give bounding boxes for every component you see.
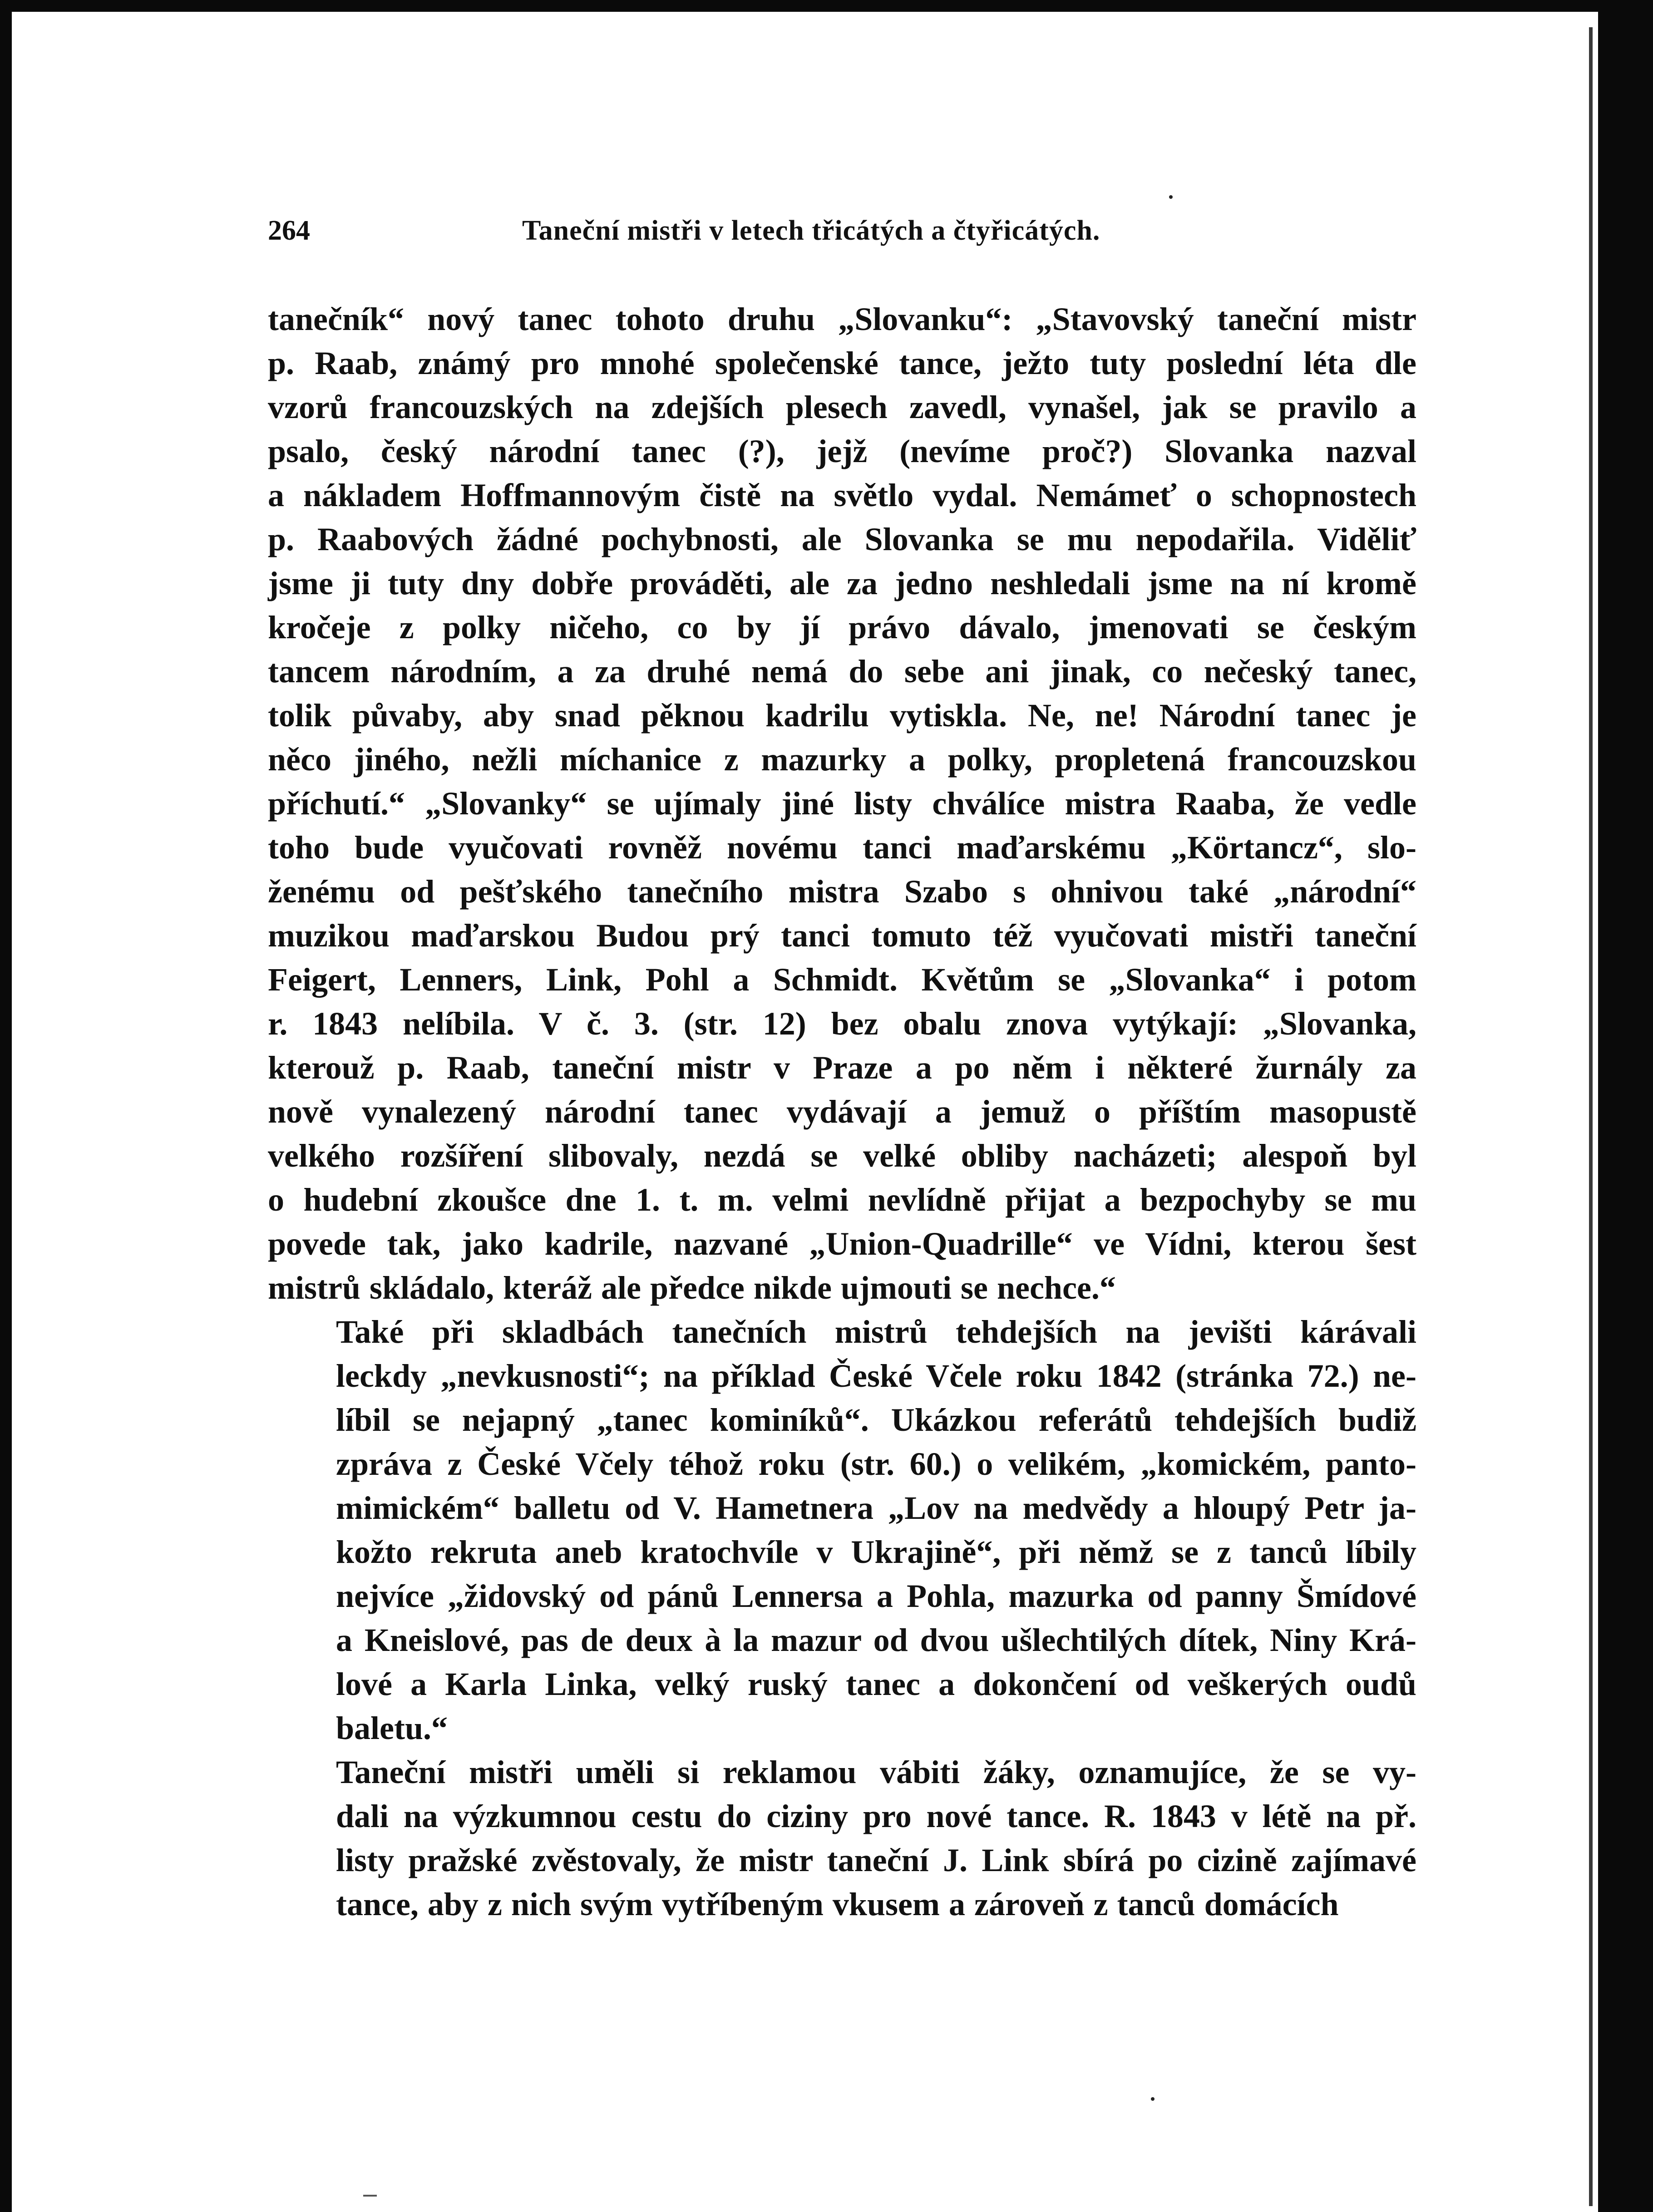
body-text [268, 297, 1416, 1926]
text-line: toho bude vyučovati rovněž novému tanci maďarskému „Körtancz“, slo- [268, 829, 1416, 866]
text-line: nově vynalezený národní tanec vydávají a jemuž o příštím masopustě [268, 1094, 1416, 1130]
paragraph [268, 297, 1416, 1310]
text-line: p. Raabových žádné pochybnosti, ale Slovanka se mu nepodařila. Viděliť [268, 521, 1416, 557]
scan-speck [1169, 195, 1173, 199]
text-line: líbil se nejapný „tanec kominíků“. Ukázkou referátů tehdejších budiž [336, 1402, 1416, 1438]
scan-speck [1151, 2097, 1155, 2101]
text-line: tolik půvaby, aby snad pěknou kadrilu vytiskla. Ne, ne! Národní tanec je [268, 697, 1416, 734]
text-line: r. 1843 nelíbila. V č. 3. (str. 12) bez obalu znova vytýkají: „Slovanka, [268, 1005, 1416, 1042]
scan-border-left [0, 0, 12, 2212]
text-line: tance, aby z nich svým vytříbeným vkusem a zároveň z tanců domácích [336, 1886, 1339, 1922]
text-line: vzorů francouzských na zdejších plesech zavedl, vynašel, jak se pravilo a [268, 389, 1416, 425]
running-title: Taneční mistři v letech třicátých a čtyřicátých. [522, 215, 1100, 246]
text-line: kterouž p. Raab, taneční mistr v Praze a po něm i některé žurnály za [268, 1049, 1416, 1086]
text-line: mimickém“ balletu od V. Hametnera „Lov na medvědy a hloupý Petr ja- [336, 1490, 1416, 1526]
text-line: a nákladem Hoffmannovým čistě na světlo vydal. Nemámeť o schopnostech [268, 477, 1416, 513]
text-line: dali na výzkumnou cestu do ciziny pro nové tance. R. 1843 v létě na př. [336, 1798, 1416, 1834]
text-line: Taneční mistři uměli si reklamou vábiti žáky, oznamujíce, že se vy- [336, 1754, 1416, 1790]
text-line: p. Raab, známý pro mnohé společenské tance, ježto tuty poslední léta dle [268, 345, 1416, 381]
text-line: Feigert, Lenners, Link, Pohl a Schmidt. Květům se „Slovanka“ i potom [268, 961, 1416, 998]
text-line: o hudební zkoušce dne 1. t. m. velmi nevlídně přijat a bezpochyby se mu [268, 1182, 1416, 1218]
paragraph [268, 1750, 1416, 1926]
text-line: a Kneislové, pas de deux à la mazur od dvou ušlechtilých dítek, Niny Krá- [336, 1622, 1416, 1658]
text-line: leckdy „nevkusnosti“; na příklad České Včele roku 1842 (stránka 72.) ne- [336, 1358, 1416, 1394]
text-line: baletu.“ [336, 1710, 448, 1746]
text-line: něco jiného, nežli míchanice z mazurky a polky, propletená francouzskou [268, 741, 1416, 778]
text-line: kožto rekruta aneb kratochvíle v Ukrajině“, při němž se z tanců líbily [336, 1534, 1416, 1570]
text-line: mistrů skládalo, kteráž ale předce nikde ujmouti se nechce.“ [268, 1270, 1116, 1306]
text-line: zpráva z České Včely téhož roku (str. 60.) o velikém, „komickém, panto- [336, 1446, 1416, 1482]
scan-border-top [0, 0, 1653, 12]
scan-speck [363, 2195, 377, 2197]
text-line: kročeje z polky ničeho, co by jí právo dávalo, jmenovati se českým [268, 609, 1416, 645]
text-line: Také při skladbách tanečních mistrů tehdejších na jevišti kárávali [336, 1314, 1416, 1350]
text-line: velkého rozšíření slibovaly, nezdá se velké obliby nacházeti; alespoň byl [268, 1138, 1416, 1174]
page-number: 264 [268, 215, 310, 246]
text-line: příchutí.“ „Slovanky“ se ujímaly jiné listy chválíce mistra Raaba, že vedle [268, 785, 1416, 822]
scan-border-right [1598, 0, 1653, 2212]
paragraph [268, 1310, 1416, 1750]
text-line: psalo, český národní tanec (?), jejž (nevíme proč?) Slovanka nazval [268, 433, 1416, 469]
text-line: nejvíce „židovský od pánů Lennersa a Pohla, mazurka od panny Šmídové [336, 1578, 1416, 1614]
text-line: listy pražské zvěstovaly, že mistr taneční J. Link sbírá po cizině zajímavé [336, 1842, 1416, 1878]
scan-border-right-inner [1589, 27, 1593, 2206]
text-line: muzikou maďarskou Budou prý tanci tomuto též vyučovati mistři taneční [268, 917, 1416, 954]
text-line: tancem národním, a za druhé nemá do sebe ani jinak, co nečeský tanec, [268, 653, 1416, 690]
text-line: tanečník“ nový tanec tohoto druhu „Slovanku“: „Stavovský taneční mistr [268, 301, 1416, 337]
text-line: ženému od pešťského tanečního mistra Szabo s ohnivou také „národní“ [268, 873, 1416, 910]
text-line: jsme ji tuty dny dobře prováděti, ale za jedno neshledali jsme na ní kromě [268, 565, 1416, 601]
text-line: lové a Karla Linka, velký ruský tanec a dokončení od veškerých oudů [336, 1666, 1416, 1702]
text-line: povede tak, jako kadrile, nazvané „Union-Quadrille“ ve Vídni, kterou šest [268, 1226, 1416, 1262]
page-header [268, 212, 1189, 249]
